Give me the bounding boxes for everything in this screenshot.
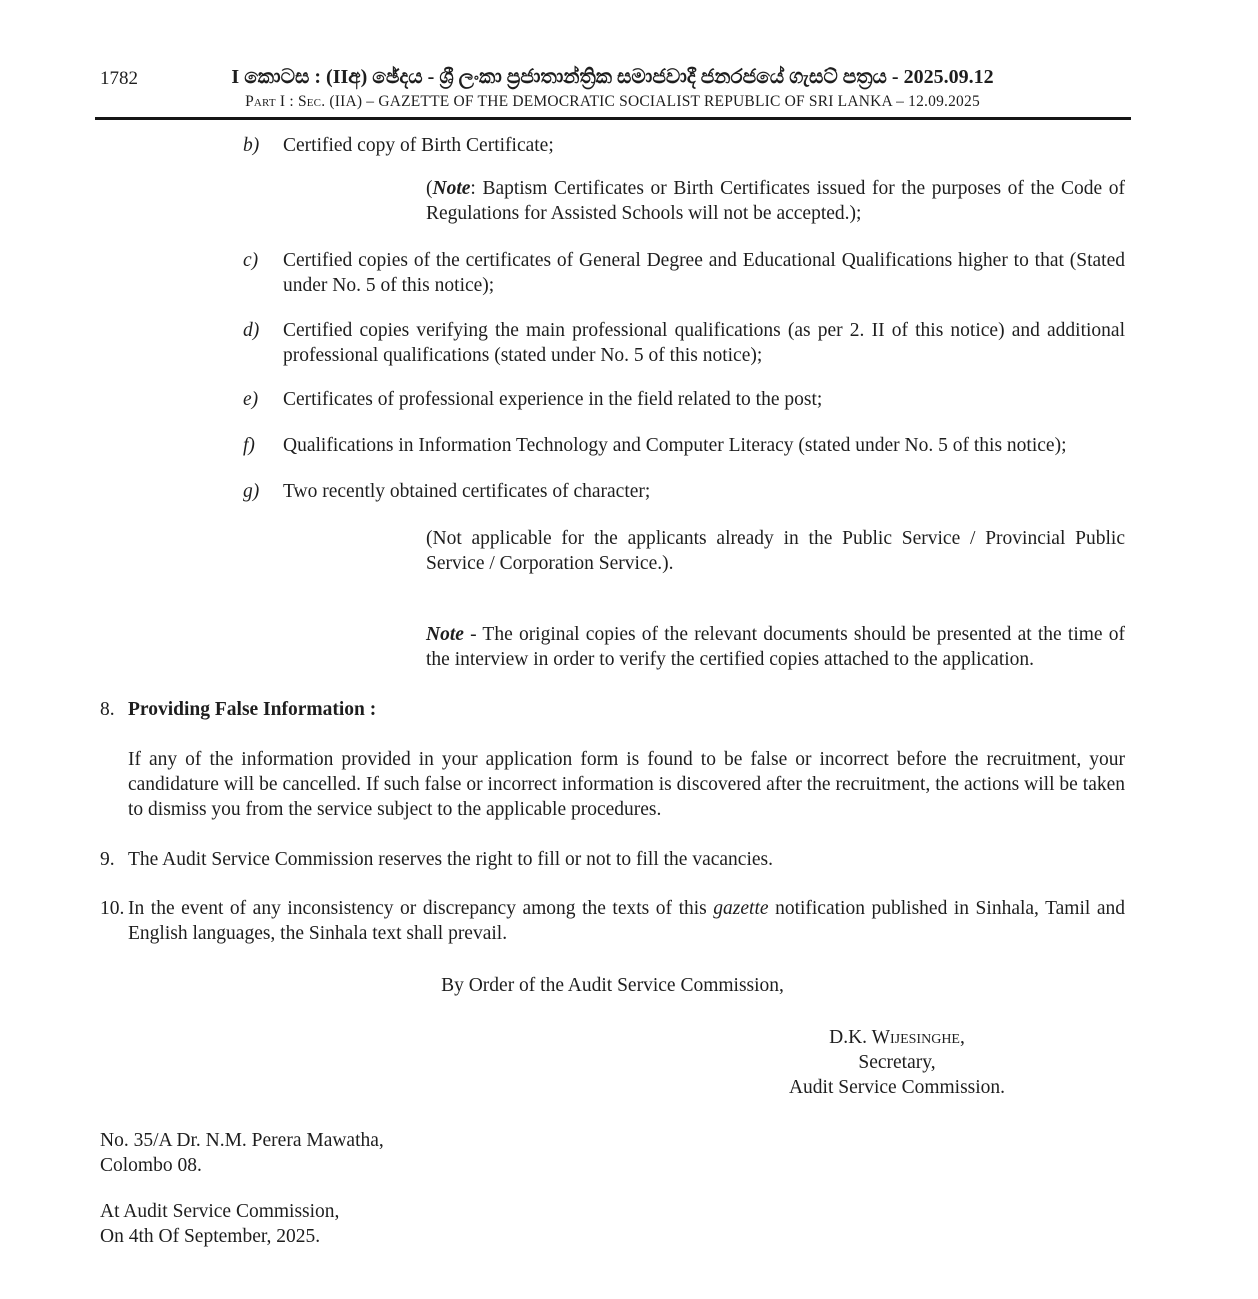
text-segment: notification published in Sinhala, Tamil and English languages, the Sinhala text shall prevail.: [128, 898, 1125, 944]
item-letter: c): [243, 250, 259, 271]
gazette-title-sinhala: I කොටස : (IIඅ) ඡේදය - ශ්‍රී ලංකා ප්‍රජාතාන්ත්‍රික සමාජවාදී ජනරජයේ ගැසට් පත්‍රය - 2025.09.12: [231, 66, 994, 88]
address-line: Colombo 08.: [100, 1155, 202, 1176]
dateline-line: On 4th Of September, 2025.: [100, 1226, 321, 1247]
note-body: - The original copies of the relevant documents should be presented at the time of the interview in order to verify the certified copies attached to the application.: [426, 624, 1125, 670]
attachment-item-f: [243, 433, 1125, 458]
item-text: Certified copy of Birth Certificate;: [283, 135, 554, 156]
by-order-line: By Order of the Audit Service Commission,: [441, 975, 784, 996]
dateline-line: At Audit Service Commission,: [100, 1201, 340, 1222]
address-line: No. 35/A Dr. N.M. Perera Mawatha,: [100, 1130, 384, 1151]
item-letter: f): [243, 435, 255, 456]
section-8-heading: [100, 697, 1125, 722]
item-letter: d): [243, 320, 260, 341]
section-number: 10.: [100, 898, 125, 919]
address-block: [100, 1128, 1125, 1178]
gazette-title-english: Part I : Sec. (IIA) – GAZETTE OF THE DEMOCRATIC SOCIALIST REPUBLIC OF SRI LANKA – 12.09.2025: [245, 93, 980, 110]
gazette-italic-word: gazette: [713, 898, 769, 919]
item-text: Certificates of professional experience in the field related to the post;: [283, 389, 823, 410]
section-10: [100, 896, 1125, 946]
note-emphasis: Note: [426, 624, 464, 645]
section-text: The Audit Service Commission reserves the right to fill or not to fill the vacancies.: [128, 849, 773, 870]
signatory-organization: Audit Service Commission.: [788, 1077, 1006, 1098]
item-letter: e): [243, 389, 259, 410]
section-8-body: If any of the information provided in your application form is found to be false or incorrect before the recruitment, your candidature will be cancelled. If such false or incorrect information is discovered after the recruitment, the actions will be taken to dismiss you from the service subject to the applicable procedures.: [128, 749, 1125, 820]
item-text: Certified copies verifying the main professional qualifications (as per 2. II of this notice) and additional professional qualifications (stated under No. 5 of this notice);: [283, 320, 1125, 366]
item-text: Certified copies of the certificates of General Degree and Educational Qualifications higher to that (Stated under No. 5 of this notice);: [283, 250, 1125, 296]
page-number: 1782: [100, 68, 138, 89]
section-number: 9.: [100, 849, 115, 870]
section-title: Providing False Information :: [128, 699, 377, 720]
character-certificate-note: (Not applicable for the applicants already in the Public Service / Provincial Public Service / Corporation Service.).: [426, 528, 1125, 574]
header-rule: [95, 117, 1131, 120]
page-header: [100, 0, 1125, 120]
item-text: Qualifications in Information Technology and Computer Literacy (stated under No. 5 of this notice);: [283, 435, 1067, 456]
text-segment: In the event of any inconsistency or discrepancy among the texts of this: [128, 898, 714, 919]
attachment-item-g: [243, 479, 1125, 504]
section-number: 8.: [100, 699, 115, 720]
attachment-item-d: [243, 318, 1125, 368]
item-letter: b): [243, 135, 260, 156]
item-text: Two recently obtained certificates of character;: [283, 481, 651, 502]
note-emphasis: Note: [432, 178, 471, 199]
note-prefix: (: [426, 178, 433, 199]
section-text: [128, 896, 1125, 946]
signatory-title: Secretary,: [858, 1052, 936, 1073]
birth-certificate-note: [426, 176, 1125, 226]
signatory-name: D.K. Wijesinghe,: [829, 1027, 965, 1048]
attachment-item-c: [243, 248, 1125, 298]
original-documents-note: [426, 622, 1125, 672]
note-body: : Baptism Certificates or Birth Certificates issued for the purposes of the Code of Regulations for Assisted Schools will not be accepted.);: [426, 178, 1125, 224]
attachment-item-b: [243, 133, 1125, 158]
attachment-list: [243, 133, 1125, 672]
attachment-item-e: [243, 387, 1125, 412]
section-9: [100, 847, 1125, 872]
item-letter: g): [243, 481, 260, 502]
dateline-block: [100, 1199, 1125, 1249]
signatory-block: [697, 1025, 1097, 1100]
